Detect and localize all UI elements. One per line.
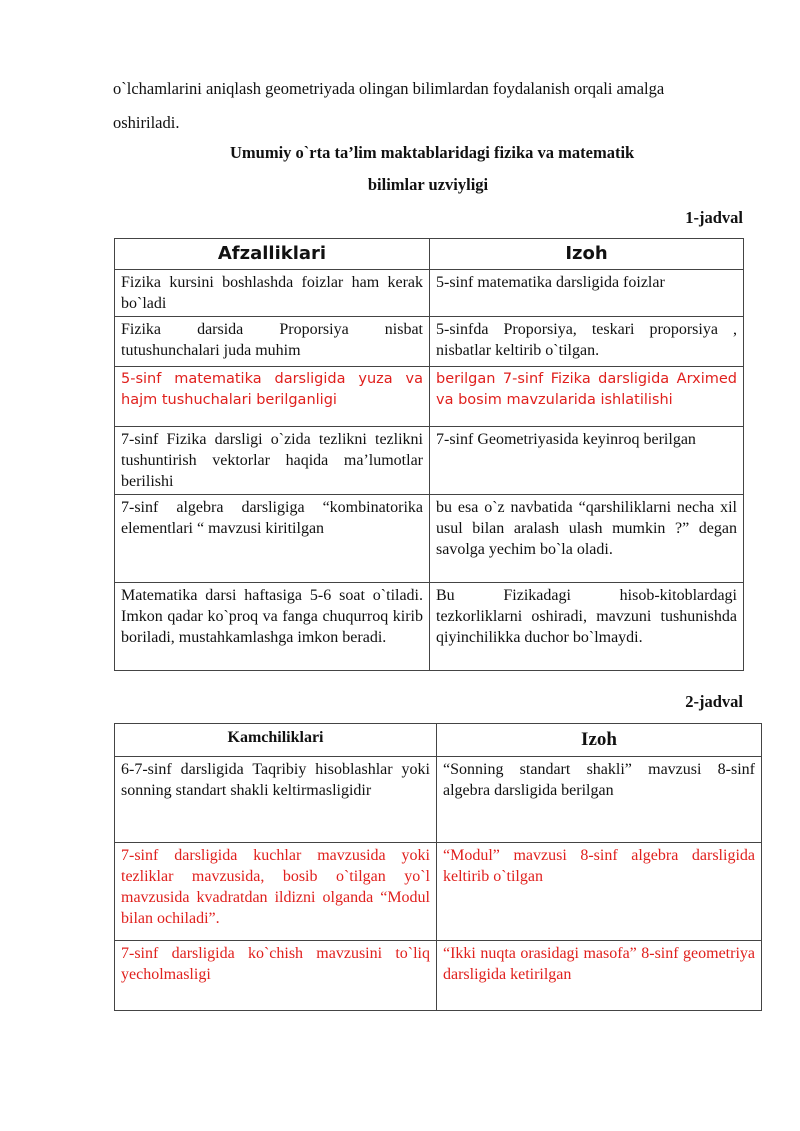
table1-header-row: [115, 239, 744, 270]
table-cell-note: Bu Fizikadagi hisob-kitoblardagi tezkorliklarni oshiradi, mavzuni tushunishda qiyinchilikka duchor bo`lmaydi.: [430, 583, 744, 671]
intro-line-2: oshiriladi.: [113, 113, 180, 132]
table-cell-item: 7-sinf algebra darsligiga “kombinatorika elementlari “ mavzusi kiritilgan: [115, 495, 430, 583]
table-cell-item: Fizika kursini boshlashda foizlar ham kerak bo`ladi: [115, 270, 430, 317]
table-cell-note: “Modul” mavzusi 8-sinf algebra darsligida keltirib o`tilgan: [437, 843, 762, 941]
table-cell-note: “Sonning standart shakli” mavzusi 8-sinf algebra darsligida berilgan: [437, 757, 762, 843]
table-row: [115, 367, 744, 427]
table-shortcomings: [114, 723, 762, 1011]
table-row: [115, 757, 762, 843]
table-cell-note: “Ikki nuqta orasidagi masofa” 8-sinf geometriya darsligida ketirilgan: [437, 941, 762, 1011]
table-row: [115, 270, 744, 317]
table2-caption: 2-jadval: [685, 692, 743, 711]
table-cell-note: 5-sinfda Proporsiya, teskari proporsiya , nisbatlar keltirib o`tilgan.: [430, 317, 744, 367]
table-row: [115, 495, 744, 583]
table-cell-item: 7-sinf Fizika darsligi o`zida tezlikni tezlikni tushuntirish vektorlar haqida ma’lumotlar berilishi: [115, 427, 430, 495]
table-row: [115, 427, 744, 495]
table1-header-note: Izoh: [430, 239, 744, 270]
table2-header-row: [115, 724, 762, 757]
intro-line-1: o`lchamlarini aniqlash geometriyada olingan bilimlardan foydalanish orqali amalga: [113, 79, 665, 98]
table-advantages: [114, 238, 744, 671]
table-row: [115, 843, 762, 941]
table-cell-item: 7-sinf darsligida ko`chish mavzusini to`liq yecholmasligi: [115, 941, 437, 1011]
table-cell-note: berilgan 7-sinf Fizika darsligida Arximed va bosim mavzularida ishlatilishi: [430, 367, 744, 427]
table1-caption: 1-jadval: [685, 208, 743, 227]
table-cell-item: 6-7-sinf darsligida Taqribiy hisoblashlar yoki sonning standart shakli keltirmasligidir: [115, 757, 437, 843]
table-cell-item: Matematika darsi haftasiga 5-6 soat o`tiladi. Imkon qadar ko`proq va fanga chuqurroq kirib boriladi, mustahkamlashga imkon beradi.: [115, 583, 430, 671]
table1-header-advantages: Afzalliklari: [115, 239, 430, 270]
table-cell-item: 7-sinf darsligida kuchlar mavzusida yoki tezliklar mavzusida, bosib o`tilgan yo`l mavzusida kvadratdan ildizni olganda “Modul bilan ochiladi”.: [115, 843, 437, 941]
table-cell-note: bu esa o`z navbatida “qarshiliklarni necha xil usul bilan aralash ulash mumkin ?” degan savolga yechim bo`la oladi.: [430, 495, 744, 583]
heading-line-1: Umumiy o`rta ta’lim maktablaridagi fizika va matematik: [230, 143, 635, 162]
table-row: [115, 941, 762, 1011]
table-row: [115, 317, 744, 367]
intro-paragraph: [113, 72, 743, 140]
table-cell-note: 7-sinf Geometriyasida keyinroq berilgan: [430, 427, 744, 495]
heading-line-2: bilimlar uzviyligi: [367, 175, 489, 194]
table-cell-item: 5-sinf matematika darsligida yuza va hajm tushuchalari berilganligi: [115, 367, 430, 427]
table2-header-note: Izoh: [437, 724, 762, 757]
table-cell-item: Fizika darsida Proporsiya nisbat tutushunchalari juda muhim: [115, 317, 430, 367]
table2-header-shortcomings: Kamchiliklari: [115, 724, 437, 757]
table-cell-note: 5-sinf matematika darsligida foizlar: [430, 270, 744, 317]
table-row: [115, 583, 744, 671]
